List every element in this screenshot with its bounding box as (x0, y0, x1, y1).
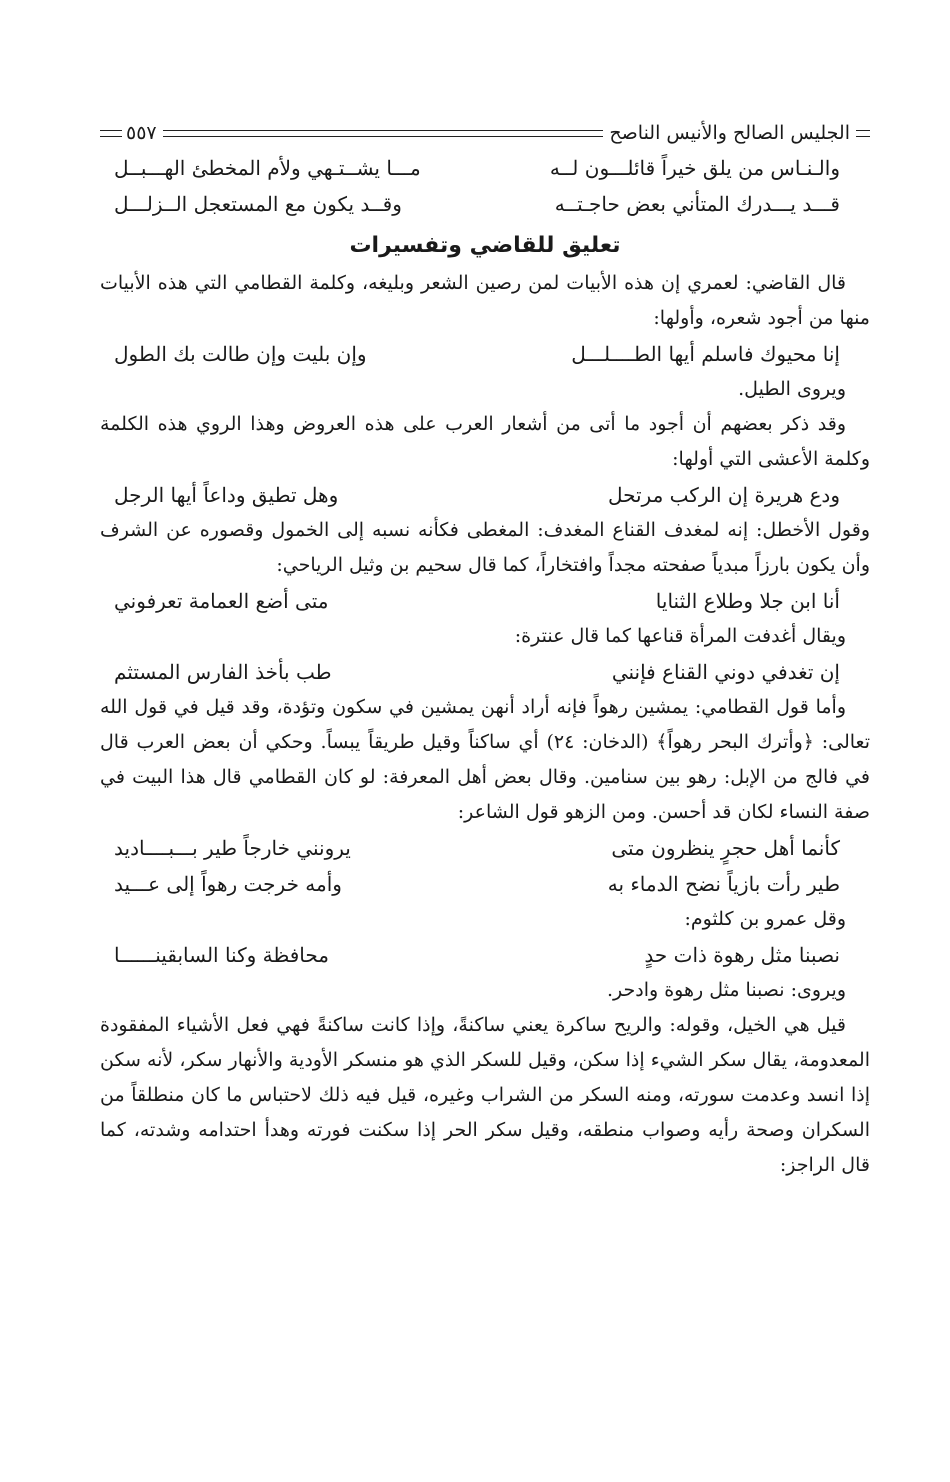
prose-paragraph: وقول الأخطل: إنه لمغدف القناع المغدف: المغطى فكأنه نسبه إلى الخمول وقصوره عن الشرف وأن يكون بارزاً مبدياً صفحته مجداً وافتخاراً، كما قال سحيم بن وثيل الرياحي: (100, 519, 870, 576)
verse-second-hemistich: طب بأخذ الفارس المستثم (114, 660, 332, 684)
verse-second-hemistich: وإن بليت وإن طالت بك الطول (114, 342, 367, 366)
verse-first-hemistich: أنا ابن جلا وطلاع الثنايا (655, 589, 840, 613)
verse-first-hemistich: نصبنا مثل رهوة ذات حدٍ (644, 943, 840, 967)
verse-second-hemistich: متى أضع العمامة تعرفوني (114, 589, 329, 613)
verse-line (100, 150, 870, 186)
page-body (100, 150, 870, 1183)
header-title: الجليس الصالح والأنيس الناصح (609, 122, 850, 144)
verse-second-hemistich: وقــد يكون مع المستعجل الــزلـــل (114, 192, 402, 216)
header-double-rule (163, 130, 604, 137)
prose-paragraph: ويقال أغدفت المرأة قناعها كما قال عنترة: (514, 625, 846, 647)
verse-line (100, 336, 870, 372)
verse-line (100, 937, 870, 973)
prose-paragraph: وقل عمرو بن كلثوم: (684, 908, 846, 930)
prose-paragraph: وأما قول القطامي: يمشين رهواً فإنه أراد أنهن يمشين في سكون وتؤدة، وقد قيل في قول الله تعالى: ﴿وأترك البحر رهواً﴾ (الدخان: ٢٤) أي ساكناً وقيل طريقاً يبساً. وحكي أن بعض العرب قال في فالج من الإبل: رهو بين سنامين. وقال بعض أهل المعرفة: لو كان القطامي قال هذا البيت في صفة النساء لكان قد أحسن. ومن الزهو قول الشاعر: (100, 696, 870, 823)
prose-paragraph: وقد ذكر بعضهم أن أجود ما أتى من أشعار العرب على هذه العروض وهذا الروي هذه الكلمة وكلمة الأعشى التي أولها: (100, 413, 870, 470)
verse-line (100, 830, 870, 866)
prose-paragraph: قيل هي الخيل، وقوله: والريح ساكرة يعني ساكنةً، وإذا كانت ساكنةً فهي فعل الأشياء المفقودة المعدومة، يقال سكر الشيء إذا سكن، وقيل للسكر الذي هو منسكر الأودية والأنهار سكر، لأنه سكن إذا انسد وعدمت سورته، ومنه السكر من الشراب وغيره، قيل فيه ذلك لاحتباس ما كان منطلقاً من السكران وصحة رأيه وصواب منطقه، وقيل سكر الحر إذا سكنت فورته وهدأ احتدامه وشدته، كما قال الراجز: (100, 1014, 870, 1176)
verse-second-hemistich: وهل تطيق وداعاً أيها الرجل (114, 483, 339, 507)
prose-paragraph: ويروى: نصبنا مثل رهوة وادحر. (606, 979, 846, 1001)
verse-first-hemistich: إن تغدفي دوني القناع فإنني (611, 660, 840, 684)
prose-paragraph: ويروى الطيل. (738, 378, 846, 400)
verse-line (100, 866, 870, 902)
header-ornament-right (856, 130, 870, 137)
verse-first-hemistich: إنا محيوك فاسلم أيها الطــــلـــل (571, 342, 840, 366)
verse-first-hemistich: قـــد يـــدرك المتأني بعض حاجـتــه (554, 192, 840, 216)
running-header (100, 118, 870, 148)
verse-second-hemistich: يرونني خارجاً طير بـــبــــاديد (114, 836, 351, 860)
verse-line (100, 583, 870, 619)
verse-second-hemistich: محافظة وكنا السابقينــــــا (114, 943, 330, 967)
section-heading: تعليق للقاضي وتفسيرات (349, 233, 621, 258)
verse-first-hemistich: طير رأت بازياً نضح الدماء به (607, 872, 840, 896)
verse-first-hemistich: والـنـاس من يلق خيراً قائلـــون لــه (549, 156, 840, 180)
prose-paragraph: قال القاضي: لعمري إن هذه الأبيات لمن رصين الشعر وبليغه، وكلمة القطامي التي هذه الأبيات منها من أجود شعره، وأولها: (100, 272, 870, 329)
verse-line (100, 186, 870, 222)
verse-first-hemistich: ودع هريرة إن الركب مرتحل (607, 483, 840, 507)
verse-line (100, 477, 870, 513)
verse-second-hemistich: مـــا يشــتـهي ولأم المخطئ الهـــبــل (114, 156, 421, 180)
verse-first-hemistich: كأنما أهل حجرٍ ينظرون متى (611, 836, 840, 860)
header-ornament-left (100, 130, 122, 137)
book-page (100, 118, 870, 1183)
page-number: ٥٥٧ (126, 122, 157, 144)
verse-line (100, 654, 870, 690)
verse-second-hemistich: وأمه خرجت رهواً إلى عـــيد (114, 872, 342, 896)
